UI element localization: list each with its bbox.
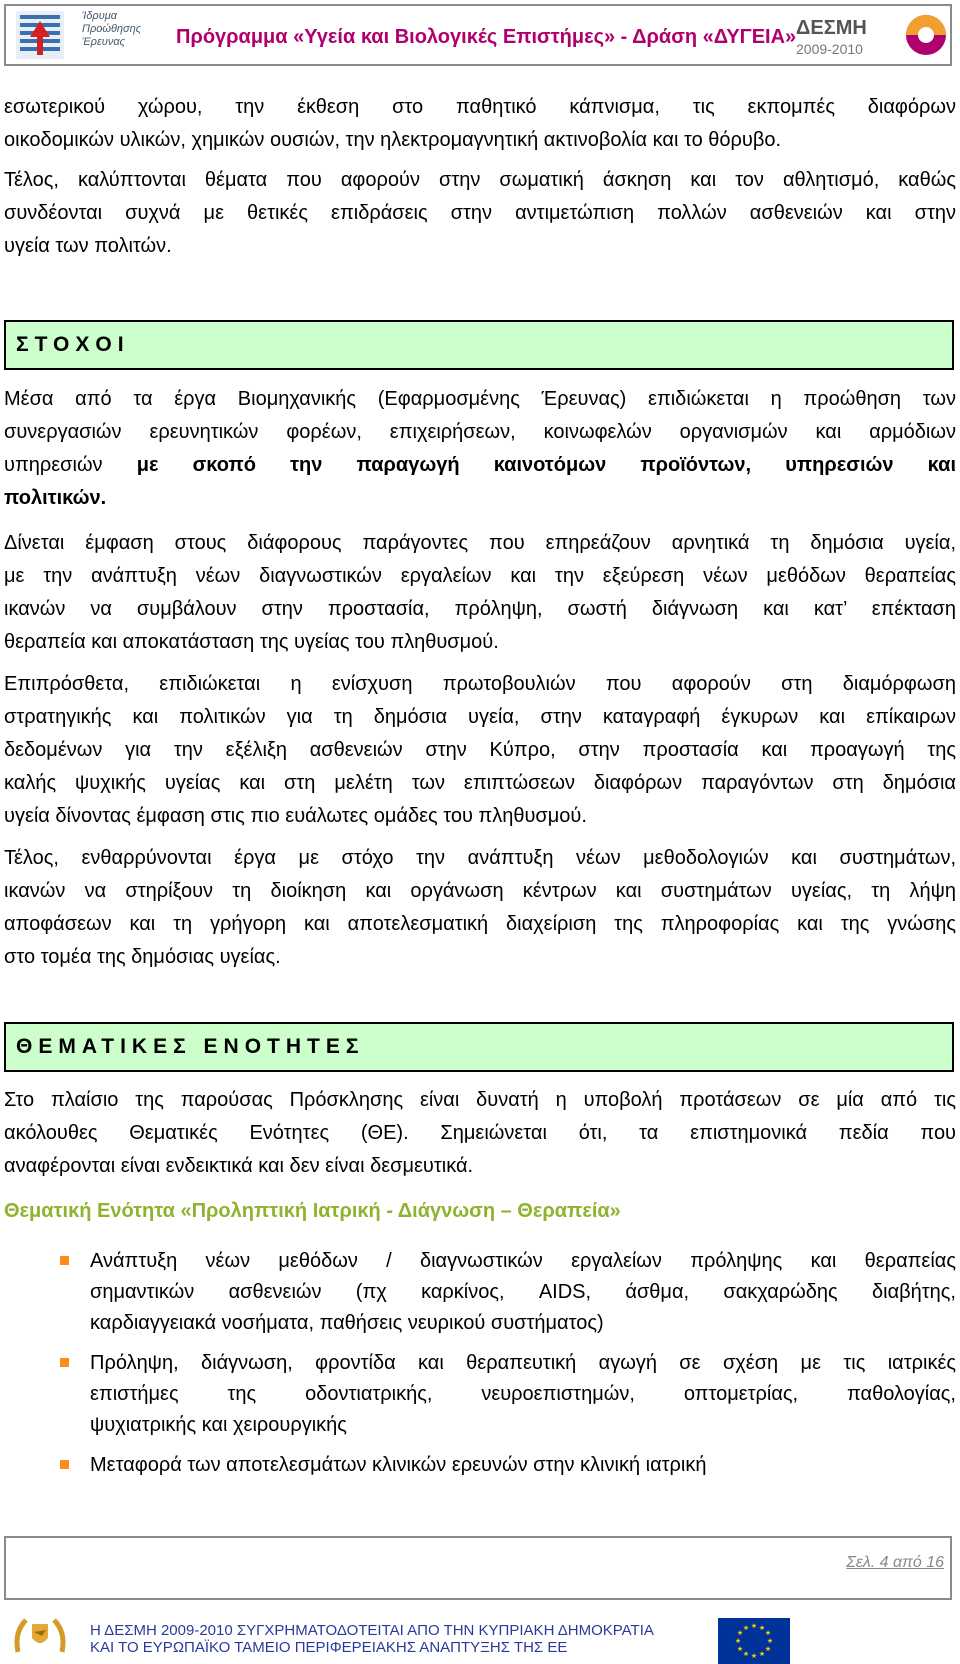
text-line: Δίνεται έμφαση στους διάφορους παράγοντες που επηρεάζουν αρνητικά τη δημόσια υγεία, — [4, 532, 956, 554]
stoxoi-paragraph-3 — [4, 668, 956, 833]
theme-subheading: Θεματική Ενότητα «Προληπτική Ιατρική - Διάγνωση – Θεραπεία» — [4, 1200, 621, 1222]
page-title: Πρόγραμμα «Υγεία και Βιολογικές Επιστήμες» - Δράση «ΔΥΓΕΙΑ» — [176, 26, 797, 48]
text-line: πολιτικών. — [4, 487, 107, 509]
text-line: ικανών να στηρίξουν τη διοίκηση και οργάνωση κέντρων και συστημάτων υγείας, τη λήψη — [4, 880, 956, 902]
svg-text:★: ★ — [766, 1637, 774, 1645]
themes-paragraph-1 — [4, 1084, 956, 1183]
text-line: αναφέρονται είναι ενδεικτικά και δεν είναι δεσμευτικά. — [4, 1155, 474, 1177]
funding-statement — [90, 1622, 654, 1656]
stoxoi-paragraph-1 — [4, 383, 956, 515]
text-line: αποφάσεων και τη γρήγορη και αποτελεσματική διαχείριση της πληροφορίας και της γνώσης — [4, 913, 956, 935]
bullet-icon — [60, 1256, 69, 1265]
svg-text:★: ★ — [758, 1624, 766, 1632]
svg-text:★: ★ — [750, 1622, 758, 1630]
funding-line: ΚΑΙ ΤΟ ΕΥΡΩΠΑΪΚΟ ΤΑΜΕΙΟ ΠΕΡΙΦΕΡΕΙΑΚΗΣ ΑΝΑΠΤΥΞΗΣ ΤΗΣ ΕΕ — [90, 1639, 568, 1656]
text-line: εσωτερικού χώρου, την έκθεση στο παθητικό κάπνισμα, τις εκπομπές διαφόρων — [4, 96, 956, 118]
svg-text:★: ★ — [734, 1637, 742, 1645]
text-line: Επιπρόσθετα, επιδιώκεται η ενίσχυση πρωτοβουλιών που αφορούν στη διαμόρφωση — [4, 673, 956, 695]
text-line: υγεία των πολιτών. — [4, 235, 172, 257]
svg-text:★: ★ — [758, 1650, 766, 1658]
text-line: Τέλος, ενθαρρύνονται έργα με στόχο την ανάπτυξη νέων μεθοδολογιών και συστημάτων, — [4, 847, 956, 869]
svg-text:★: ★ — [736, 1645, 744, 1653]
svg-text:★: ★ — [764, 1645, 772, 1653]
stoxoi-paragraph-2 — [4, 527, 956, 659]
text-line: συνεργασιών ερευνητικών φορέων, επιχειρήσεων, κοινωφελών οργανισμών και αρμόδιων — [4, 421, 956, 443]
text-line: θεραπεία και αποκατάσταση της υγείας του πληθυσμού. — [4, 631, 499, 653]
text-line: συνδέονται συχνά με θετικές επιδράσεις στην αντιμετώπιση πολλών ασθενειών και στην — [4, 202, 956, 224]
bullet-icon — [60, 1358, 69, 1367]
section-heading-stoxoi: ΣΤΟΧΟΙ — [4, 320, 954, 370]
text-line: ικανών να συμβάλουν στην προστασία, πρόληψη, σωστή διάγνωση και κατ’ επέκταση — [4, 598, 956, 620]
svg-text:ΔΕΣΜΗ: ΔΕΣΜΗ — [796, 17, 867, 39]
text-line: ακόλουθες Θεματικές Ενότητες (ΘΕ). Σημειώνεται ότι, τα επιστημονικά πεδία που — [4, 1122, 956, 1144]
text-line: στο τομέα της δημόσιας υγείας. — [4, 946, 281, 968]
svg-text:2009-2010: 2009-2010 — [796, 41, 863, 57]
text-line: υπηρεσιών με σκοπό την παραγωγή καινοτόμων προϊόντων, υπηρεσιών και — [4, 454, 956, 476]
text-line: οικοδομικών υλικών, χημικών ουσιών, την ηλεκτρομαγνητική ακτινοβολία και το θόρυβο. — [4, 129, 782, 151]
text-line: υγεία δίνοντας έμφαση στις πιο ευάλωτες ομάδες του πληθυσμού. — [4, 805, 587, 827]
text-line: Ανάπτυξη νέων μεθόδων / διαγνωστικών εργαλείων πρόληψης και θεραπείας — [90, 1250, 956, 1272]
text-line: καρδιαγγειακά νοσήματα, παθήσεις νευρικού συστήματος) — [90, 1312, 604, 1334]
stoxoi-paragraph-4 — [4, 842, 956, 974]
page-number: Σελ. 4 από 16 — [846, 1554, 944, 1571]
text-line: Μέσα από τα έργα Βιομηχανικής (Εφαρμοσμένης Έρευνας) επιδιώκεται η προώθηση των — [4, 388, 956, 410]
text-line: στρατηγικής και πολιτικών για τη δημόσια υγεία, στην καταγραφή έγκυρων και επίκαιρων — [4, 706, 956, 728]
svg-text:★: ★ — [764, 1629, 772, 1637]
text-line: καλής ψυχικής υγείας και στη μελέτη των επιπτώσεων διαφόρων παραγόντων στη δημόσια — [4, 772, 956, 794]
svg-text:★: ★ — [736, 1629, 744, 1637]
section-heading-themes: ΘΕΜΑΤΙΚΕΣ ΕΝΟΤΗΤΕΣ — [4, 1022, 954, 1072]
intro-paragraph-1 — [4, 91, 956, 157]
text-line: σημαντικών ασθενειών (πχ καρκίνος, AIDS, άσθμα, σακχαρώδης διαβήτης, — [90, 1281, 956, 1303]
text-line: Μεταφορά των αποτελεσμάτων κλινικών ερευνών στην κλινική ιατρική — [90, 1454, 707, 1476]
bullet-icon — [60, 1460, 69, 1469]
text-line: επιστήμες της οδοντιατρικής, νευροεπιστημών, οπτομετρίας, παθολογίας, — [90, 1383, 956, 1405]
text-line: Τέλος, καλύπτονται θέματα που αφορούν στην σωματική άσκηση και τον αθλητισμό, καθώς — [4, 169, 956, 191]
desmi-logo — [792, 8, 952, 62]
text-line: ψυχιατρικής και χειρουργικής — [90, 1414, 347, 1436]
intro-paragraph-2 — [4, 164, 956, 263]
text-line: δεδομένων για την εξέλιξη ασθενειών στην Κύπρο, στην προστασία και προαγωγή της — [4, 739, 956, 761]
page-footer — [4, 1536, 952, 1600]
svg-text:★: ★ — [750, 1652, 758, 1660]
text-line: Στο πλαίσιο της παρούσας Πρόσκλησης είναι δυνατή η υποβολή προτάσεων σε μία από τις — [4, 1089, 956, 1111]
text-line: με την ανάπτυξη νέων διαγνωστικών εργαλείων και την εξεύρεση νέων μεθόδων θεραπείας — [4, 565, 956, 587]
research-foundation-logo-text: Ίδρυμα Προώθησης Έρευνας — [82, 10, 142, 48]
eu-flag-icon — [718, 1618, 790, 1664]
text-line: Πρόληψη, διάγνωση, φροντίδα και θεραπευτική αγωγή σε σχέση με τις ιατρικές — [90, 1352, 956, 1374]
svg-text:★: ★ — [742, 1650, 750, 1658]
cyprus-emblem-icon — [12, 1612, 68, 1660]
svg-text:★: ★ — [742, 1624, 750, 1632]
funding-line: Η ΔΕΣΜΗ 2009-2010 ΣΥΓΧΡΗΜΑΤΟΔΟΤΕΙΤΑΙ ΑΠΟ ΤΗΝ ΚΥΠΡΙΑΚΗ ΔΗΜΟΚΡΑΤΙΑ — [90, 1622, 654, 1639]
